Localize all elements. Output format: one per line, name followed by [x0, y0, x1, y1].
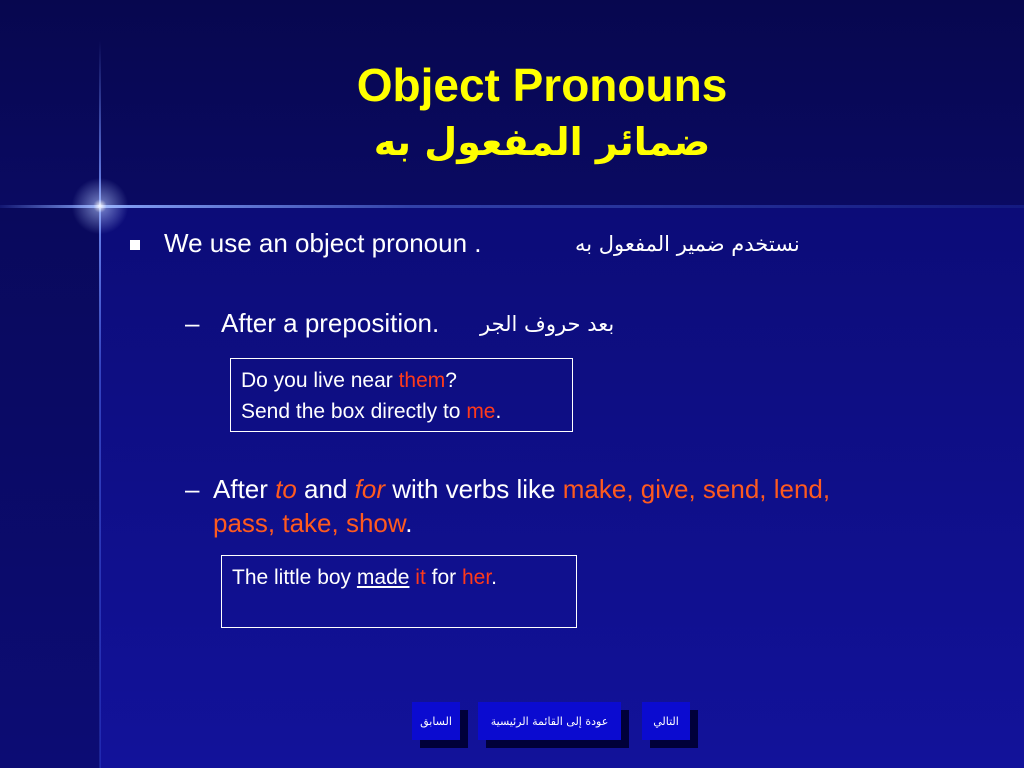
slide-title-arabic: ضمائر المفعول به: [373, 120, 711, 164]
sub-bullet-text: After a preposition.: [221, 308, 440, 338]
star-sparkle-icon: [60, 166, 140, 246]
highlight-pronoun: me: [466, 400, 496, 423]
underlined-verb: made: [356, 566, 410, 589]
example-line: [241, 396, 562, 427]
next-button[interactable]: التالي: [642, 702, 690, 740]
example-text: for: [425, 566, 462, 589]
example-box-verbs: [221, 555, 577, 628]
punctuation: .: [495, 400, 502, 423]
slide-title: Object Pronouns: [356, 59, 728, 111]
sub-bullet-text: After: [213, 474, 276, 504]
sub-bullet-text-arabic: بعد حروف الجر: [480, 312, 615, 336]
example-box-preposition: [230, 358, 573, 432]
highlight-pronoun: it: [415, 566, 426, 589]
punctuation: .: [405, 508, 413, 538]
bullet-item: [130, 228, 482, 259]
home-menu-button[interactable]: عودة إلى القائمة الرئيسية: [478, 702, 621, 740]
example-text: Send the box directly to: [241, 400, 467, 423]
dash-marker: –: [185, 308, 200, 338]
highlight-pronoun: her: [461, 566, 492, 589]
sub-bullet-verbs: [185, 472, 915, 540]
punctuation: ?: [445, 369, 457, 392]
highlight-pronoun: them: [398, 369, 446, 392]
sub-bullet-text: with verbs like: [385, 474, 563, 504]
dash-marker: –: [185, 474, 200, 504]
sub-bullet-preposition: [185, 308, 439, 339]
example-text: Do you live near: [241, 369, 399, 392]
punctuation: .: [491, 566, 498, 589]
verb-list: make, give, send, lend,: [562, 474, 831, 504]
bullet-text: We use an object pronoun .: [164, 228, 482, 258]
bullet-text-arabic: نستخدم ضمير المفعول به: [575, 232, 800, 256]
square-bullet-icon: [130, 240, 140, 250]
verb-list: pass, take, show: [213, 508, 406, 538]
keyword-to: to: [275, 474, 297, 504]
previous-button[interactable]: السابق: [412, 702, 460, 740]
horizontal-light-line: [0, 205, 1024, 208]
example-text: The little boy: [232, 566, 357, 589]
keyword-for: for: [354, 474, 385, 504]
left-band: [0, 208, 100, 768]
example-line: [241, 365, 562, 396]
sub-bullet-text: and: [296, 474, 355, 504]
